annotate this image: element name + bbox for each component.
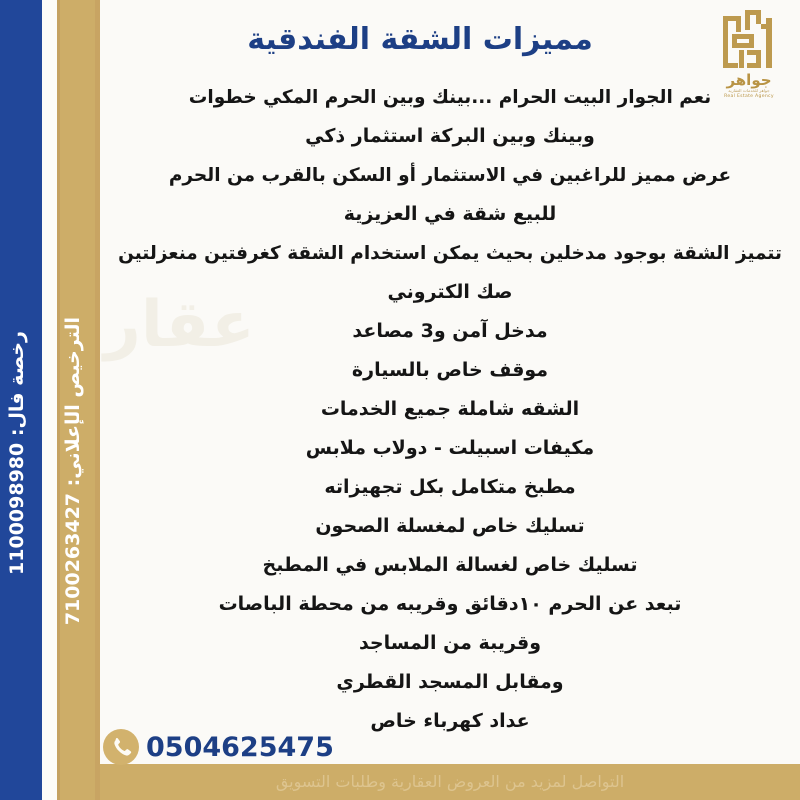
list-item: ومقابل المسجد القطري (336, 671, 564, 693)
list-item: مدخل آمن و3 مصاعد (352, 320, 548, 342)
logo-wordmark: جواهر (726, 71, 772, 89)
phone-handset-glyph (110, 736, 132, 758)
building-monogram-icon (717, 6, 781, 72)
footer-bar (100, 764, 800, 800)
list-item: تسليك خاص لمغسلة الصحون (315, 515, 585, 537)
list-item: وقريبة من المساجد (358, 632, 542, 654)
brand-logo (708, 6, 790, 106)
logo-subtitle-english: Real Estate Agency (724, 94, 774, 99)
list-item: مطبخ متكامل بكل تجهيزاته (324, 476, 576, 498)
list-item: صك الكتروني (387, 281, 513, 303)
list-item: عرض مميز للراغبين في الاستثمار أو السكن بالقرب من الحرم (168, 165, 732, 186)
bar-separator (42, 0, 57, 800)
list-item: وبينك وبين البركة استثمار ذكي (305, 125, 595, 147)
page-title: مميزات الشقة الفندقية (247, 22, 593, 57)
list-item: مكيفات اسبيلت - دولاب ملابس (305, 437, 595, 459)
watermark: عقار (104, 288, 255, 362)
list-item: تبعد عن الحرم ١٠دقائق وقريبه من محطة الباصات (218, 593, 682, 615)
footer-tagline: التواصل لمزيد من العروض العقارية وطلبات التسويق (275, 772, 625, 791)
contact-phone[interactable] (103, 729, 334, 765)
list-item: عداد كهرباء خاص (370, 710, 530, 732)
advertising-license-label: الترخيص الإعلاني: 7100263427 (62, 316, 84, 625)
list-item: الشقه شاملة جميع الخدمات (320, 398, 580, 420)
list-item: للبيع شقة في العزيزية (343, 203, 557, 225)
logo-subtitle-arabic: جواهر للخدمات العقارية (728, 88, 770, 93)
fal-license-label: رخصة فال: 1100098980 (6, 331, 28, 575)
content-column (100, 0, 800, 800)
phone-icon (103, 729, 139, 765)
list-item: تسليك خاص لغسالة الملابس في المطبخ (262, 554, 638, 576)
list-item: نعم الجوار البيت الحرام ...بينك وبين الحرم المكي خطوات (188, 87, 712, 108)
list-item: تتميز الشقة بوجود مدخلين بحيث يمكن استخدام الشقة كغرفتين منعزلتين (118, 243, 782, 264)
phone-number[interactable]: 0504625475 (146, 731, 334, 763)
features-list (100, 78, 800, 741)
list-item: موقف خاص بالسيارة (351, 359, 549, 381)
